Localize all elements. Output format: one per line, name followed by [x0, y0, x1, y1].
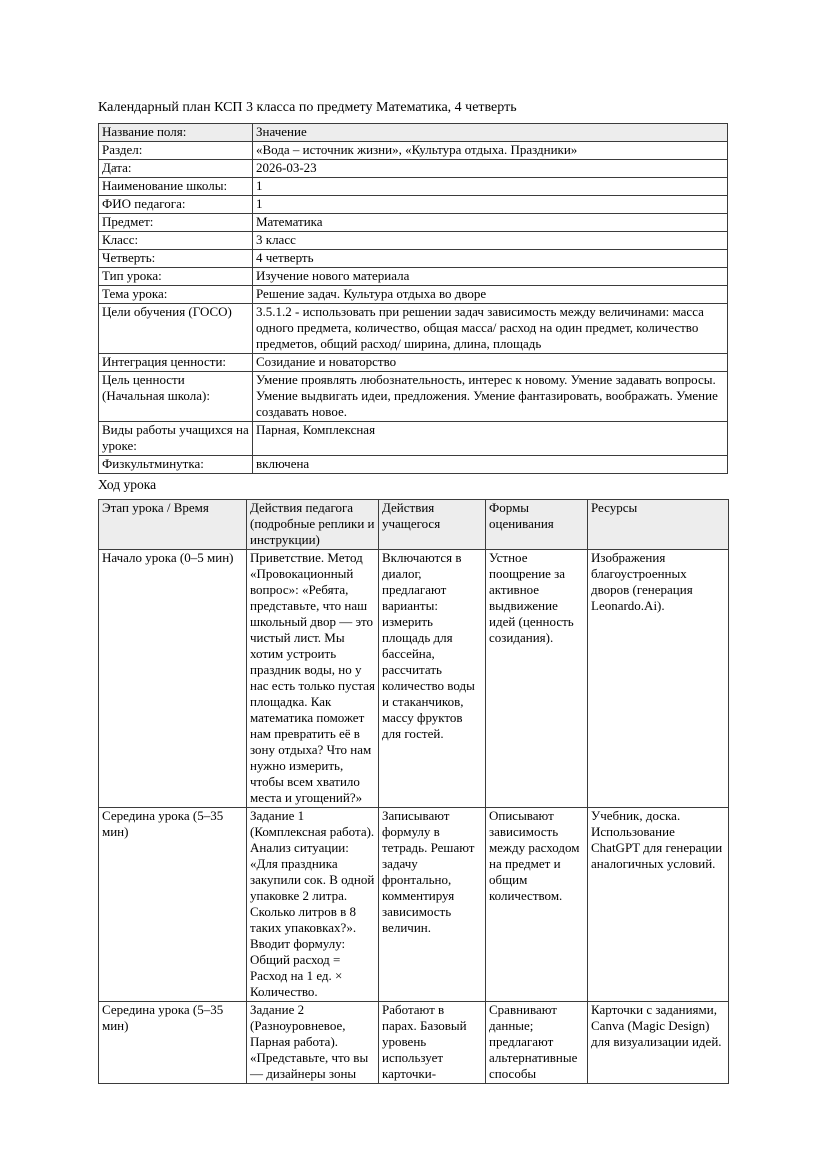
- lesson-flow-table: [98, 499, 729, 1084]
- field-label-cell: Раздел:: [99, 142, 253, 160]
- lesson-row-start: [99, 550, 729, 808]
- column-header-assessment: Формы оценивания: [486, 500, 588, 550]
- field-value-cell: «Вода – источник жизни», «Культура отдыха. Праздники»: [253, 142, 728, 160]
- field-label-cell: Цель ценности (Начальная школа):: [99, 372, 253, 422]
- field-label-cell: Наименование школы:: [99, 178, 253, 196]
- info-row-phys-minute: [99, 456, 728, 474]
- column-header-student-actions: Действия учащегося: [379, 500, 486, 550]
- info-row-section: [99, 142, 728, 160]
- field-value-cell: Созидание и новаторство: [253, 354, 728, 372]
- field-label-cell: Дата:: [99, 160, 253, 178]
- document-title: Календарный план КСП 3 класса по предмету Математика, 4 четверть: [98, 100, 517, 115]
- stage-cell: Середина урока (5–35 мин): [99, 1002, 247, 1084]
- info-row-lesson-topic: [99, 286, 728, 304]
- field-value-cell: включена: [253, 456, 728, 474]
- info-row-grade: [99, 232, 728, 250]
- field-label-cell: Тип урока:: [99, 268, 253, 286]
- field-label-cell: Предмет:: [99, 214, 253, 232]
- info-row-values-goal: [99, 372, 728, 422]
- info-header-row: [99, 124, 728, 142]
- info-header-value-cell: Значение: [253, 124, 728, 142]
- lesson-row-middle-1: [99, 808, 729, 1002]
- field-value-cell: Умение проявлять любознательность, интерес к новому. Умение задавать вопросы. Умение выдвигать идеи, предложения. Умение фантазировать, воображать. Умение создавать новое.: [253, 372, 728, 422]
- teacher-actions-cell: Задание 1 (Комплексная работа). Анализ ситуации: «Для праздника закупили сок. В одной упаковке 2 литра. Сколько литров в 8 таких упаковках?». Вводит формулу: Общий расход = Расход на 1 ед. × Количество.: [247, 808, 379, 1002]
- field-label-cell: Четверть:: [99, 250, 253, 268]
- lesson-table-header-row: [99, 500, 729, 550]
- field-label-cell: Интеграция ценности:: [99, 354, 253, 372]
- column-header-stage: Этап урока / Время: [99, 500, 247, 550]
- field-value-cell: 1: [253, 178, 728, 196]
- resources-cell: Карточки с заданиями, Canva (Magic Design) для визуализации идей.: [588, 1002, 729, 1084]
- info-row-teacher-name: [99, 196, 728, 214]
- info-row-learning-goals: [99, 304, 728, 354]
- info-row-school: [99, 178, 728, 196]
- field-value-cell: Изучение нового материала: [253, 268, 728, 286]
- field-label-cell: Тема урока:: [99, 286, 253, 304]
- stage-cell: Середина урока (5–35 мин): [99, 808, 247, 1002]
- column-header-teacher-actions: Действия педагога (подробные реплики и инструкции): [247, 500, 379, 550]
- student-actions-cell: Работают в парах. Базовый уровень использует карточки-: [379, 1002, 486, 1084]
- field-label-cell: Цели обучения (ГОСО): [99, 304, 253, 354]
- student-actions-cell: Включаются в диалог, предлагают варианты: измерить площадь для бассейна, рассчитать количество воды и стаканчиков, массу фруктов для гостей.: [379, 550, 486, 808]
- field-label-cell: Класс:: [99, 232, 253, 250]
- field-label-cell: Физкультминутка:: [99, 456, 253, 474]
- teacher-actions-cell: Приветствие. Метод «Провокационный вопрос»: «Ребята, представьте, что наш школьный двор — это чистый лист. Мы хотим устроить праздник воды, но у нас есть только пустая площадка. Как математика поможет нам превратить её в зону отдыха? Что нам нужно измерить, чтобы всем хватило места и угощений?»: [247, 550, 379, 808]
- info-row-work-types: [99, 422, 728, 456]
- field-value-cell: 2026-03-23: [253, 160, 728, 178]
- field-value-cell: 1: [253, 196, 728, 214]
- field-value-cell: Математика: [253, 214, 728, 232]
- info-header-label-cell: Название поля:: [99, 124, 253, 142]
- resources-cell: Учебник, доска. Использование ChatGPT для генерации аналогичных условий.: [588, 808, 729, 1002]
- field-value-cell: 4 четверть: [253, 250, 728, 268]
- resources-cell: Изображения благоустроенных дворов (генерация Leonardo.Ai).: [588, 550, 729, 808]
- field-value-cell: Решение задач. Культура отдыха во дворе: [253, 286, 728, 304]
- info-row-quarter: [99, 250, 728, 268]
- info-row-subject: [99, 214, 728, 232]
- assessment-cell: Описывают зависимость между расходом на предмет и общим количеством.: [486, 808, 588, 1002]
- field-label-cell: Виды работы учащихся на уроке:: [99, 422, 253, 456]
- teacher-actions-cell: Задание 2 (Разноуровневое, Парная работа). «Представьте, что вы — дизайнеры зоны: [247, 1002, 379, 1084]
- student-actions-cell: Записывают формулу в тетрадь. Решают задачу фронтально, комментируя зависимость величин.: [379, 808, 486, 1002]
- column-header-resources: Ресурсы: [588, 500, 729, 550]
- info-row-lesson-type: [99, 268, 728, 286]
- info-row-values-integration: [99, 354, 728, 372]
- assessment-cell: Устное поощрение за активное выдвижение идей (ценность созидания).: [486, 550, 588, 808]
- field-label-cell: ФИО педагога:: [99, 196, 253, 214]
- info-row-date: [99, 160, 728, 178]
- document-content: [98, 99, 728, 1084]
- lesson-row-middle-2: [99, 1002, 729, 1084]
- field-value-cell: 3 класс: [253, 232, 728, 250]
- field-value-cell: 3.5.1.2 - использовать при решении задач зависимость между величинами: масса одного предмета, количество, общая масса/ расход на один предмет, количество предметов, общий расход/ ширина, длина, площадь: [253, 304, 728, 354]
- lesson-info-table: [98, 123, 728, 474]
- field-value-cell: Парная, Комплексная: [253, 422, 728, 456]
- assessment-cell: Сравнивают данные; предлагают альтернативные способы: [486, 1002, 588, 1084]
- stage-cell: Начало урока (0–5 мин): [99, 550, 247, 808]
- lesson-flow-heading: Ход урока: [98, 477, 157, 492]
